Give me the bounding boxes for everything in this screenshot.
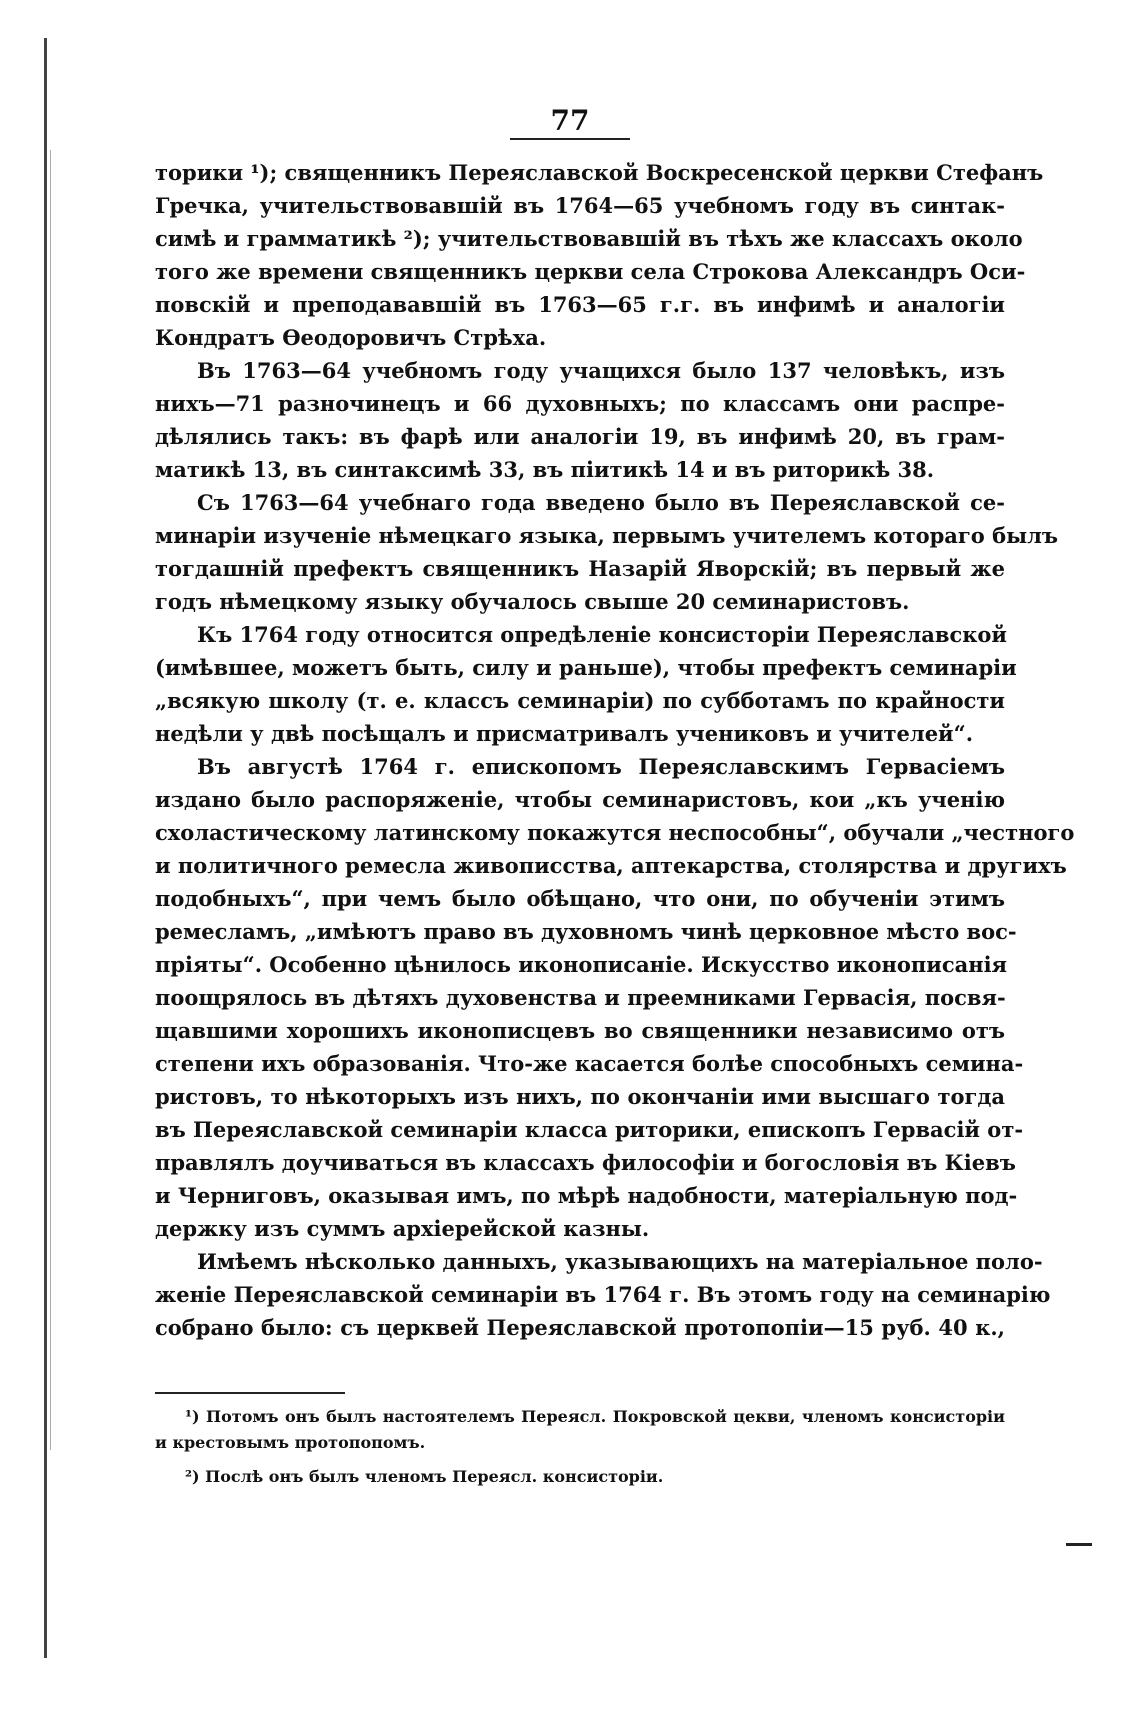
text-line: женіе Переяславской семинаріи въ 1764 г. Въ этомъ году на семинарію — [155, 1282, 1051, 1307]
margin-dash-mark — [1066, 1543, 1092, 1546]
text-line: Гречка, учительствовавшій въ 1764—65 учебномъ году въ синтак- — [155, 193, 1005, 218]
text-line: торики ¹); священникъ Переяславской Воскресенской церкви Стефанъ — [155, 160, 1044, 185]
footnote-rule — [155, 1392, 345, 1394]
text-line: Въ 1763—64 учебномъ году учащихся было 137 человѣкъ, изъ — [197, 358, 1005, 383]
text-line: повскій и преподававшій въ 1763—65 г.г. въ инфимѣ и аналогіи — [155, 292, 1005, 317]
text-line: схоластическому латинскому покажутся неспособны“, обучали „честного — [155, 820, 1075, 845]
text-line: Къ 1764 году относится опредѣленіе консисторіи Переяславской — [197, 622, 1007, 647]
page-number: 77 — [550, 104, 590, 137]
text-line: Имѣемъ нѣсколько данныхъ, указывающихъ на матеріальное поло- — [197, 1249, 1043, 1274]
text-line: пріяты“. Особенно цѣнилось иконописаніе. Искусство иконописанія — [155, 952, 1008, 977]
footnote-line: ¹) Потомъ онъ былъ настоятелемъ Переясл. Покровской цекви, членомъ консисторіи — [185, 1407, 1005, 1426]
text-line: издано было распоряженіе, чтобы семинаристовъ, кои „къ ученію — [155, 787, 1005, 812]
page-number-rule — [510, 138, 630, 140]
text-line: матикѣ 13, въ синтаксимѣ 33, въ піитикѣ 14 и въ риторикѣ 38. — [155, 457, 935, 482]
text-line: собрано было: съ церквей Переяславской протопопіи—15 руб. 40 к., — [155, 1315, 1005, 1340]
text-line: степени ихъ образованія. Что-же касается болѣе способныхъ семина- — [155, 1051, 1024, 1076]
text-line: того же времени священникъ церкви села Строкова Александръ Оси- — [155, 259, 1026, 284]
scan-edge-shadow — [44, 38, 47, 1658]
footnotes — [155, 1404, 1005, 1490]
body-text — [155, 156, 1075, 1344]
text-line: Кондратъ Ѳеодоровичъ Стрѣха. — [155, 325, 547, 350]
text-line: недѣли у двѣ посѣщалъ и присматривалъ учениковъ и учителей“. — [155, 721, 974, 746]
text-line: нихъ—71 разночинецъ и 66 духовныхъ; по классамъ они распре- — [155, 391, 1005, 416]
text-line: симѣ и грамматикѣ ²); учительствовавшій въ тѣхъ же классахъ около — [155, 226, 1023, 251]
footnote-line: ²) Послѣ онъ былъ членомъ Переясл. консисторіи. — [185, 1467, 664, 1486]
text-line: подобныхъ“, при чемъ было обѣщано, что они, по обученіи этимъ — [155, 886, 1005, 911]
text-line: ремесламъ, „имѣютъ право въ духовномъ чинѣ церковное мѣсто вос- — [155, 919, 1017, 944]
text-line: тогдашній префектъ священникъ Назарій Яворскій; въ первый же — [155, 556, 1005, 581]
text-line: и политичного ремесла живописства, аптекарства, столярства и другихъ — [155, 853, 1067, 878]
text-line: правлялъ доучиваться въ классахъ философіи и богословія въ Кіевъ — [155, 1150, 1016, 1175]
text-line: ристовъ, то нѣкоторыхъ изъ нихъ, по окончаніи ими высшаго тогда — [155, 1084, 1005, 1109]
text-line: поощрялось въ дѣтяхъ духовенства и преемниками Гервасія, посвя- — [155, 985, 1006, 1010]
text-line: Въ августѣ 1764 г. епископомъ Переяславскимъ Гервасіемъ — [197, 754, 1005, 779]
footnote-line: и крестовымъ протопопомъ. — [155, 1433, 426, 1452]
scan-edge-line — [50, 150, 51, 1450]
text-line: дѣлялись такъ: въ фарѣ или аналогіи 19, въ инфимѣ 20, въ грам- — [155, 424, 1005, 449]
text-line: „всякую школу (т. е. классъ семинаріи) по субботамъ по крайности — [155, 688, 1005, 713]
text-line: держку изъ суммъ архіерейской казны. — [155, 1216, 650, 1241]
text-line: Съ 1763—64 учебнаго года введено было въ Переяславской се- — [197, 490, 1005, 515]
text-line: годъ нѣмецкому языку обучалось свыше 20 семинаристовъ. — [155, 589, 910, 614]
text-line: щавшими хорошихъ иконописцевъ во священники независимо отъ — [155, 1018, 1005, 1043]
text-line: и Черниговъ, оказывая имъ, по мѣрѣ надобности, матеріальную под- — [155, 1183, 1018, 1208]
text-line: минаріи изученіе нѣмецкаго языка, первымъ учителемъ котораго былъ — [155, 523, 1059, 548]
text-line: (имѣвшее, можетъ быть, силу и раньше), чтобы префектъ семинаріи — [155, 655, 1017, 680]
text-line: въ Переяславской семинаріи класса риторики, епископъ Гервасій от- — [155, 1117, 1024, 1142]
